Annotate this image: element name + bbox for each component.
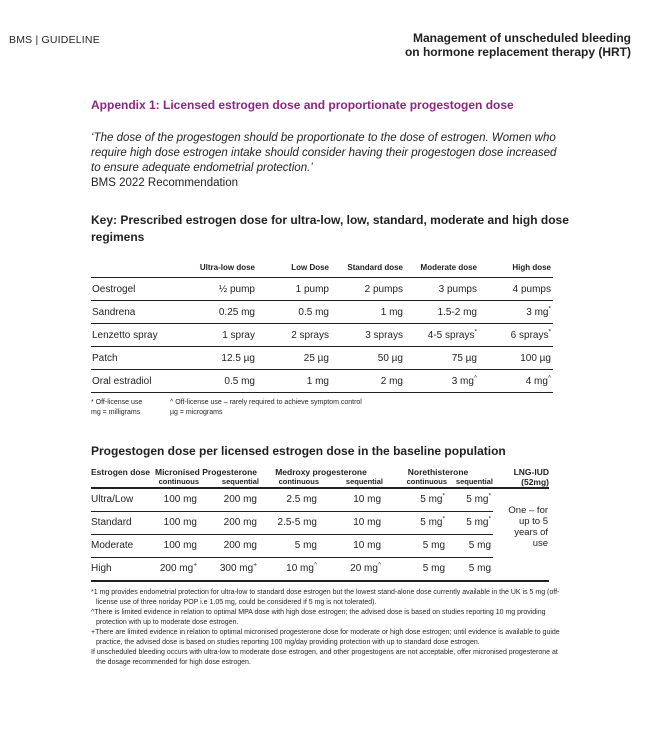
dose-cell: 2.5-5 mg [259, 511, 319, 534]
sub-header: continuous [259, 477, 319, 488]
dose-cell: 20 mg^ [319, 557, 383, 581]
document-title-line: Management of unscheduled bleeding [412, 31, 631, 45]
table-row [91, 557, 549, 581]
row-label: Standard [91, 511, 153, 534]
dose-cell: 3 sprays [331, 324, 405, 347]
sub-header: continuous [153, 477, 199, 488]
table-row [91, 347, 553, 370]
table-row [91, 301, 553, 324]
dose-cell: 2 pumps [331, 278, 405, 301]
dose-cell: 100 mg [153, 511, 199, 534]
dose-cell: 2 sprays [257, 324, 331, 347]
dose-cell: 0.25 mg [183, 301, 257, 324]
dose-cell: 100 µg [479, 347, 553, 370]
dose-cell: 100 mg [153, 488, 199, 512]
dose-cell: 5 mg [259, 534, 319, 557]
sub-header: sequential [447, 477, 493, 488]
dose-cell: 50 µg [331, 347, 405, 370]
appendix-heading: Appendix 1: Licensed estrogen dose and proportionate progestogen dose [91, 98, 514, 112]
sub-header: sequential [199, 477, 259, 488]
key-heading: Key: Prescribed estrogen dose for ultra-low, low, standard, moderate and high dose regimens [91, 213, 569, 244]
dose-cell: 2 mg [331, 370, 405, 393]
page-header [9, 31, 631, 59]
dose-cell: 200 mg+ [153, 557, 199, 581]
row-label: Sandrena [91, 301, 183, 324]
footnote-text: If unscheduled bleeding occurs with ultra-low to moderate dose estrogen, and other progestogens are not acceptable, offer micronised progesterone at the dosage recommended for high dose estrogen. [91, 648, 558, 666]
dose-cell: 10 mg [319, 488, 383, 512]
dose-cell: 4 pumps [479, 278, 553, 301]
sub-header: sequential [319, 477, 383, 488]
dose-cell: 300 mg+ [199, 557, 259, 581]
dose-cell: 5 mg* [383, 488, 447, 512]
dose-cell: 5 mg [383, 557, 447, 581]
column-header: Standard dose [331, 261, 405, 278]
dose-cell: 25 µg [257, 347, 331, 370]
brand-text: BMS | GUIDELINE [9, 34, 100, 46]
dose-cell: 6 sprays* [479, 324, 553, 347]
footnote-text: mg = milligrams [91, 408, 141, 416]
dose-cell: 200 mg [199, 511, 259, 534]
dose-cell: 3 mg^ [405, 370, 479, 393]
dose-cell: 1.5-2 mg [405, 301, 479, 324]
progestogen-dose-table [91, 467, 549, 582]
footnote-column [170, 398, 569, 417]
footnote-text: +There are limited evidence in relation to optimal micronised progesterone dose for moderate or high dose estrogen; until evidence is available to guide practice, the advised dose is based on studies reporting 100 mg/day providing protection with up to standard dose estrogen. [91, 628, 560, 646]
document-title-line: on hormone replacement therapy (HRT) [404, 45, 631, 59]
dose-cell: 0.5 mg [183, 370, 257, 393]
footnote-text: * Off-license use [91, 399, 143, 406]
column-header [91, 261, 183, 278]
progestogen-heading: Progestogen dose per licensed estrogen dose in the baseline population [91, 444, 506, 458]
quote-text: ‘The dose of the progestogen should be proportionate to the dose of estrogen. Women who require high dose estrogen intake should consider having their progestogen dose increased to ensure adequate endometrial protection.’ [91, 132, 557, 174]
footnote-text: µg = micrograms [170, 408, 223, 416]
group-header: Micronised Progesterone [154, 466, 258, 477]
table-row [91, 278, 553, 301]
dose-cell: 10 mg [319, 511, 383, 534]
dose-cell: 10 mg [319, 534, 383, 557]
row-label: Ultra/Low [91, 488, 153, 512]
group-header: Medroxy progesterone [275, 466, 367, 477]
dose-cell: 1 mg [257, 370, 331, 393]
dose-cell: 4-5 sprays* [405, 324, 479, 347]
dose-cell: 75 µg [405, 347, 479, 370]
dose-cell: 3 mg* [479, 301, 553, 324]
dose-cell: 5 mg [447, 557, 493, 581]
document-body [91, 98, 569, 668]
dose-cell: 0.5 mg [257, 301, 331, 324]
dose-cell: 1 mg [331, 301, 405, 324]
row-label: Moderate [91, 534, 153, 557]
estrogen-table-footnotes [91, 398, 569, 417]
footnote-text: *1 mg provides endometrial protection for ultra-low to standard dose estrogen but the lowest stand-alone dose currently available in the UK is 5 mg (off-license use of three noriday POP i.e 1.05 mg, could be considered if 5 mg is not tolerated). [91, 588, 560, 606]
column-header: High dose [479, 261, 553, 278]
lng-iud-note: One – for up to 5 years of use [493, 488, 549, 581]
dose-cell: 5 mg [383, 534, 447, 557]
lng-iud-header-line: (52mg) [521, 476, 550, 487]
dose-cell: 2.5 mg [259, 488, 319, 512]
table-row [91, 370, 553, 393]
column-header: Ultra-low dose [183, 261, 257, 278]
document-footnotes [91, 588, 561, 668]
dose-cell: 5 mg [447, 534, 493, 557]
estrogen-dose-table [91, 261, 553, 393]
dose-cell: 4 mg^ [479, 370, 553, 393]
row-label: Oral estradiol [91, 370, 183, 393]
progestogen-table-sub-header-row [91, 477, 549, 488]
row-label: Oestrogel [91, 278, 183, 301]
table-row [91, 534, 549, 557]
group-header: Norethisterone [407, 466, 469, 477]
lng-iud-header-line: LNG-IUD [513, 466, 550, 477]
table-row [91, 488, 549, 512]
dose-cell: 5 mg* [447, 488, 493, 512]
document-title [405, 31, 631, 59]
dose-cell: 10 mg^ [259, 557, 319, 581]
estrogen-table-header-row [91, 261, 553, 278]
progestogen-table-group-header-row [91, 467, 549, 478]
dose-cell: 5 mg* [447, 511, 493, 534]
footnote-text: ^ Off-license use – rarely required to achieve symptom control [170, 399, 362, 406]
row-label: Lenzetto spray [91, 324, 183, 347]
sub-header: continuous [383, 477, 447, 488]
column-header: Low Dose [257, 261, 331, 278]
row-label: High [91, 557, 153, 581]
dose-cell: 200 mg [199, 488, 259, 512]
dose-cell: 1 pump [257, 278, 331, 301]
dose-cell: 12.5 µg [183, 347, 257, 370]
lng-iud-header [493, 467, 549, 488]
row-label: Patch [91, 347, 183, 370]
table-row [91, 324, 553, 347]
dose-cell: 5 mg* [383, 511, 447, 534]
table-row [91, 511, 549, 534]
column-header: Estrogen dose [91, 467, 153, 488]
quote-attribution: BMS 2022 Recommendation [91, 177, 239, 189]
dose-cell: 200 mg [199, 534, 259, 557]
footnote-text: ^There is limited evidence in relation to optimal MPA dose with high dose estrogen; the advised dose is based on studies reporting 10 mg providing protection with up to moderate dose estrogen. [91, 608, 546, 626]
dose-cell: ½ pump [183, 278, 257, 301]
dose-cell: 100 mg [153, 534, 199, 557]
column-header: Moderate dose [405, 261, 479, 278]
dose-cell: 3 pumps [405, 278, 479, 301]
dose-cell: 1 spray [183, 324, 257, 347]
footnote-column [91, 398, 170, 417]
